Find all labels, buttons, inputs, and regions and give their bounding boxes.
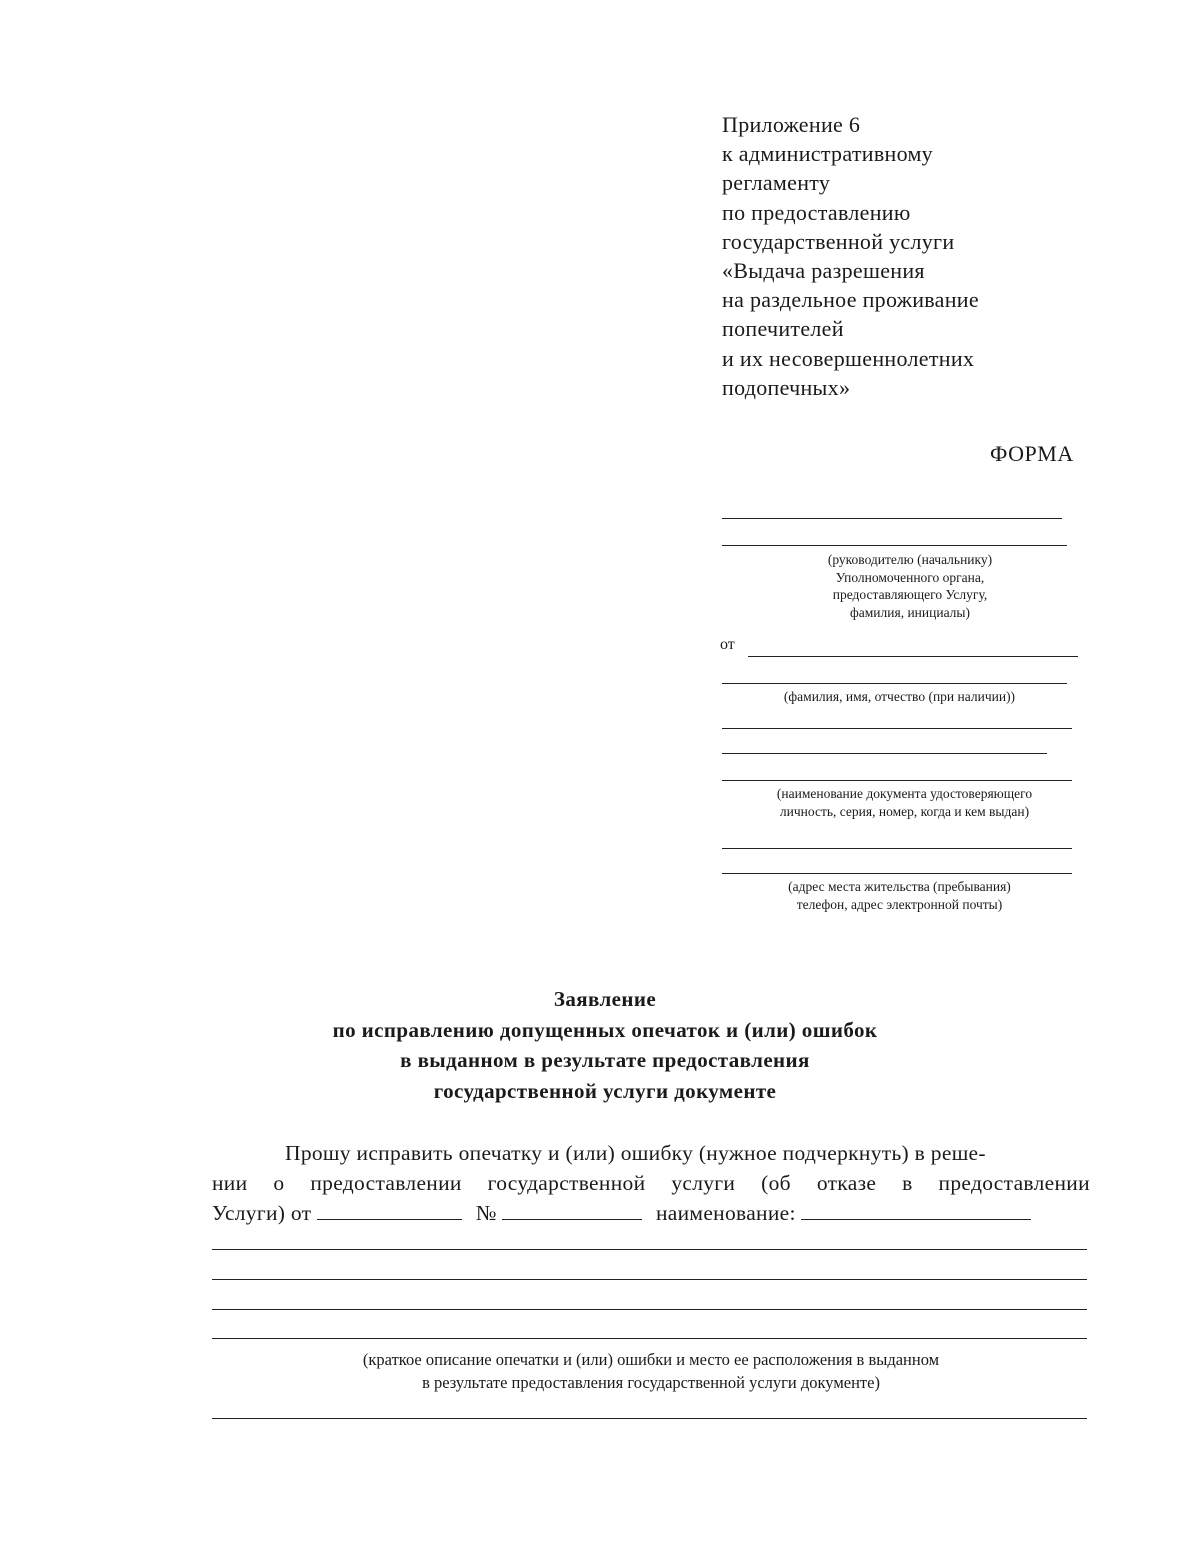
document-field-line[interactable] bbox=[722, 780, 1072, 781]
request-paragraph bbox=[212, 1139, 1090, 1229]
recipient-field-line[interactable] bbox=[722, 545, 1067, 546]
address-field-line[interactable] bbox=[722, 873, 1072, 874]
body-line: Прошу исправить опечатку и (или) ошибку (нужное подчеркнуть) в реше- bbox=[285, 1141, 986, 1165]
address-caption: (адрес места жительства (пребывания) телефон, адрес электронной почты) bbox=[788, 879, 1011, 912]
form-label: ФОРМА bbox=[990, 441, 1074, 466]
appendix-line: государственной услуги bbox=[722, 228, 955, 254]
additional-field-line[interactable] bbox=[212, 1418, 1087, 1419]
appendix-line: к административному bbox=[722, 141, 933, 167]
document-title bbox=[250, 984, 960, 1106]
title-line: в выданном в результате предоставления bbox=[400, 1048, 810, 1072]
from-label: от bbox=[720, 636, 735, 653]
name-caption: (фамилия, имя, отчество (при наличии)) bbox=[783, 689, 1016, 704]
title-line: Заявление bbox=[553, 987, 657, 1011]
decision-number-field[interactable] bbox=[502, 1198, 642, 1220]
body-line: Услуги) от № наименование: bbox=[212, 1198, 1090, 1229]
description-field-line[interactable] bbox=[212, 1279, 1087, 1280]
appendix-line: попечителей bbox=[722, 316, 844, 342]
document-name-field[interactable] bbox=[801, 1198, 1031, 1220]
recipient-caption: (руководителю (начальнику) Уполномоченного органа, предоставляющего Услугу, фамилия, инициалы) bbox=[827, 552, 993, 620]
title-line: государственной услуги документе bbox=[433, 1078, 777, 1103]
applicant-name-field-line[interactable] bbox=[722, 683, 1067, 684]
document-field-line[interactable] bbox=[722, 753, 1047, 754]
description-caption: (краткое описание опечатки и (или) ошибки и место ее расположения в выданном в результате предоставления государственной услуги документе) bbox=[362, 1350, 940, 1392]
appendix-line: по предоставлению bbox=[722, 199, 911, 225]
description-field-line[interactable] bbox=[212, 1338, 1087, 1339]
appendix-line: Приложение 6 bbox=[722, 112, 861, 137]
document-field-line[interactable] bbox=[722, 728, 1072, 729]
decision-date-field[interactable] bbox=[317, 1198, 462, 1220]
applicant-name-field-line[interactable] bbox=[748, 656, 1078, 657]
document-caption: (наименование документа удостоверяющего личность, серия, номер, когда и кем выдан) bbox=[776, 786, 1033, 819]
body-line: нии о предоставлении государственной услуги (об отказе в предоставлении bbox=[212, 1170, 1090, 1195]
appendix-line: подопечных» bbox=[722, 374, 851, 400]
description-field-line[interactable] bbox=[212, 1309, 1087, 1310]
description-field-line[interactable] bbox=[212, 1249, 1087, 1250]
title-line: по исправлению допущенных опечаток и (или) ошибок bbox=[332, 1017, 878, 1042]
appendix-line: и их несовершеннолетних bbox=[722, 345, 975, 371]
appendix-header bbox=[722, 110, 1122, 402]
address-field-line[interactable] bbox=[722, 848, 1072, 849]
appendix-line: «Выдача разрешения bbox=[722, 258, 925, 284]
appendix-line: на раздельное проживание bbox=[722, 287, 979, 313]
recipient-field-line[interactable] bbox=[722, 518, 1062, 519]
appendix-line: регламенту bbox=[722, 170, 831, 196]
